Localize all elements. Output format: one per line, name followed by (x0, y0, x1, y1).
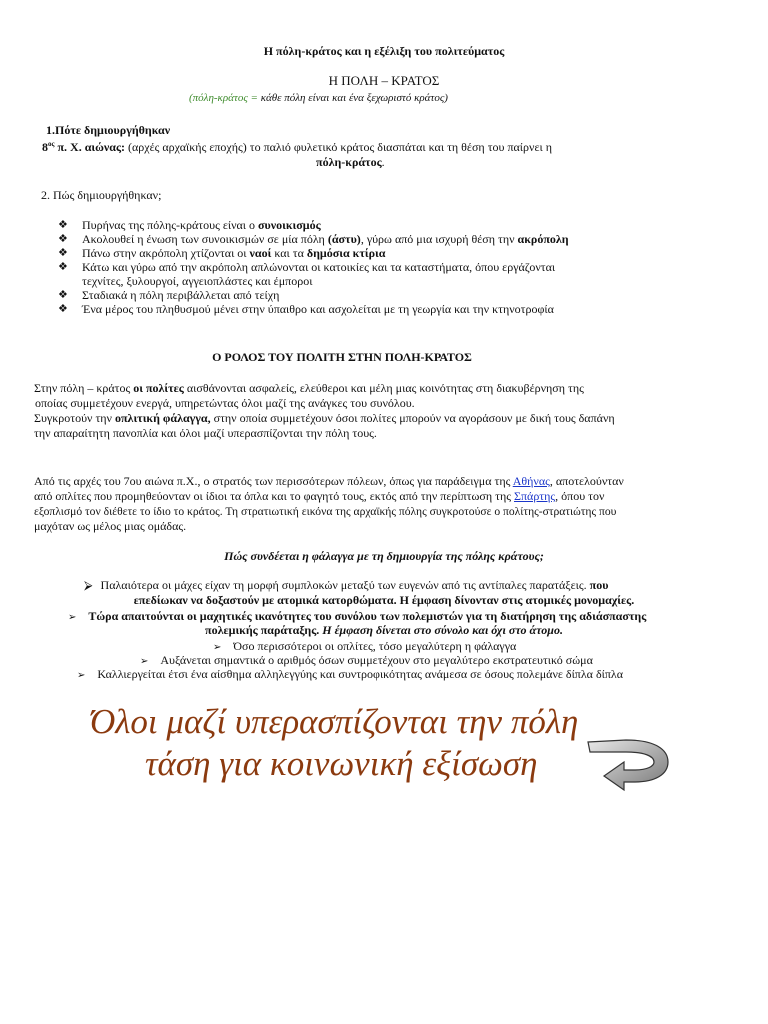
list-item-continuation: τεχνίτες, ξυλουργοί, αγγειοπλάστες και έμποροι (82, 274, 313, 288)
section1-heading: 1.Πότε δημιουργήθηκαν (46, 123, 171, 137)
list-item-bold: συνοικισμός (258, 218, 321, 232)
text-run: Αυξάνεται σημαντικά ο αριθμός όσων συμμετέχουν στο μεγαλύτερο εκστρατευτικό σώμα (160, 653, 593, 667)
section1-polis-line (316, 155, 385, 170)
list-item (58, 302, 738, 316)
page-title: Η ΠΟΛΗ – ΚΡΑΤΟΣ (328, 73, 440, 88)
diamond-bullet-icon: ❖ (58, 261, 68, 273)
section4-line1 (34, 474, 749, 489)
text-run-bold: Τώρα απαιτούνται οι μαχητικές ικανότητες του συνόλου των πολεμιστών για τη διατήρηση της αδιάσπαστης (88, 609, 647, 623)
section3-paragraph1-line2: οποίας συμμετέχουν ενεργά, υπηρετώντας όλοι μαζί της ανάγκες του συνόλου. (35, 396, 415, 410)
list-item-text: Σταδιακά η πόλη περιβάλλεται από τείχη (82, 288, 280, 302)
list-item-text: Πυρήνας της πόλης-κράτους είναι ο (82, 218, 259, 232)
century-number: 8 (42, 140, 48, 154)
polis-term: πόλη-κράτος (316, 155, 382, 169)
section4-line3: εξοπλισμό τον διέθετε το ίδιο το κράτος. Τη στρατιωτική εικόνα της αρχαϊκής πόλης συγκροτούσε ο πολίτης-στρατιώτης που (34, 505, 617, 518)
diamond-bullet-icon: ❖ (58, 247, 68, 259)
list-item-text: Πάνω στην ακρόπολη χτίζονται οι (82, 246, 250, 260)
list-item-bold: ακρόπολη (517, 232, 569, 246)
arrow-bullet-2-cont (0, 623, 768, 638)
diamond-bullet-icon: ❖ (58, 219, 68, 231)
citizens-term: οι πολίτες (133, 381, 184, 395)
section4-line2 (34, 489, 749, 504)
arrow-bullet-icon: ➢ (213, 642, 222, 653)
century-superscript: ος (48, 140, 55, 148)
phalanx-term: οπλιτική φάλαγγα, (114, 411, 211, 425)
document-heading: Η πόλη-κράτος και η εξέλιξη του πολιτεύματος (263, 44, 505, 58)
sparta-link[interactable]: Σπάρτης (513, 489, 556, 503)
list-item (58, 260, 738, 288)
text-run-bold: πολεμικής παράταξης. (205, 623, 323, 637)
wordart-line2: τάση για κοινωνική εξίσωση (145, 744, 538, 783)
curved-arrow-icon (586, 736, 672, 794)
arrow-bullet-5 (77, 667, 623, 683)
text-run: αισθάνονται ασφαλείς, ελεύθεροι και μέλη μιας κοινότητας στη διακυβέρνηση της (183, 381, 584, 395)
arrow-bullet-icon: ➢ (140, 656, 149, 667)
diamond-bullet-icon: ❖ (58, 289, 68, 301)
section3-paragraph1-line1 (34, 381, 734, 396)
list-item-text: Ακολουθεί η ένωση των συνοικισμών σε μία πόλη (82, 232, 328, 246)
section3-body (34, 381, 734, 441)
text-run: Καλλιεργείται έτσι ένα αίσθημα αλληλεγγύης και συντροφικότητας ανάμεσα σε όσους πολεμάνε δίπλα δίπλα (97, 667, 624, 681)
arrow-bullet-icon: ⮚ (84, 578, 93, 592)
section1-text (42, 137, 552, 155)
list-item (58, 232, 738, 246)
arrow-bullet-icon: ➢ (68, 612, 77, 623)
arrow-bullet-1 (84, 578, 608, 593)
section4-body (34, 474, 749, 534)
text-run: Συγκροτούν την (34, 411, 115, 425)
phalanx-question: Πώς συνδέεται η φάλαγγα με τη δημιουργία της πόλης κράτους; (224, 549, 544, 563)
list-item (58, 218, 738, 232)
athens-link[interactable]: Αθήνας (512, 474, 550, 488)
arrow-bullet-1-cont: επεδίωκαν να δοξαστούν με ατομικά κατορθώματα. Η έμφαση δίνονταν στις ατομικές μονομαχίες. (133, 593, 635, 607)
definition-text: κάθε πόλη είναι και ένα ξεχωριστό κράτος) (257, 92, 448, 104)
text-run: Από τις αρχές του 7ου αιώνα π.Χ., ο στρατός των περισσότερων πόλεων, όπως για παράδειγμα της (34, 474, 513, 488)
text-run-bold: που (589, 578, 609, 592)
wordart-line1: Όλοι μαζί υπερασπίζονται την πόλη (90, 702, 579, 741)
definition-line (189, 91, 448, 106)
list-item (58, 246, 738, 260)
list-item-text: Κάτω και γύρω από την ακρόπολη απλώνονται οι κατοικίες και τα καταστήματα, όπου εργάζονται (82, 260, 556, 274)
diamond-bullet-icon: ❖ (58, 303, 68, 315)
century-era: π. Χ. αιώνας: (54, 140, 125, 154)
text-run: στην οποία συμμετέχουν όσοι πολίτες μπορούν να αγοράσουν με δική τους δαπάνη (210, 411, 615, 425)
list-item (58, 288, 738, 302)
arrow-bullet-icon: ➢ (77, 670, 86, 681)
section3-heading: Ο ΡΟΛΟΣ ΤΟΥ ΠΟΛΙΤΗ ΣΤΗΝ ΠΟΛΗ-ΚΡΑΤΟΣ (212, 350, 472, 364)
text-run: από οπλίτες που προμηθεύονταν οι ίδιοι τα όπλα και το φαγητό τους, εκτός από την περίπτωση της (34, 489, 514, 503)
section3-paragraph2-line2: την απαραίτητη πανοπλία και όλοι μαζί υπερασπίζονται την πόλη τους. (34, 426, 377, 440)
section3-paragraph2-line1 (34, 411, 734, 426)
list-item-bold: (άστυ) (327, 232, 361, 246)
diamond-bullet-icon: ❖ (58, 233, 68, 245)
definition-term: (πόλη-κράτος = (189, 92, 258, 104)
text-run: , όπου τον (555, 489, 605, 503)
text-run: , αποτελούνταν (549, 474, 624, 488)
section2-list (58, 218, 738, 316)
list-item-text: Ένα μέρος του πληθυσμού μένει στην ύπαιθρο και ασχολείται με τη γεωργία και την κτηνοτροφία (82, 302, 554, 316)
list-item-text: και τα (271, 246, 307, 260)
text-run: Παλαιότερα οι μάχες είχαν τη μορφή συμπλοκών μεταξύ των ευγενών από τις αντίπαλες παρατάξεις. (100, 578, 590, 592)
polis-period: . (381, 155, 385, 169)
list-item-text: , γύρω από μια ισχυρή θέση την (360, 232, 518, 246)
list-item-bold: ναοί (249, 246, 272, 260)
text-run: Στην πόλη – κράτος (34, 381, 134, 395)
emphasis-text: Η έμφαση δίνεται στο σύνολο και όχι στο άτομο. (322, 623, 563, 637)
section1-description: (αρχές αρχαϊκής εποχής) το παλιό φυλετικό κράτος διασπάται και τη θέση του παίρνει η (125, 140, 552, 154)
list-item-bold: δημόσια κτίρια (306, 246, 386, 260)
text-run: Όσο περισσότεροι οι οπλίτες, τόσο μεγαλύτερη η φάλαγγα (233, 639, 517, 653)
section4-line4: μαχόταν ως μέλος μιας ομάδας. (34, 519, 187, 533)
section2-heading: 2. Πώς δημιουργήθηκαν; (41, 188, 162, 202)
